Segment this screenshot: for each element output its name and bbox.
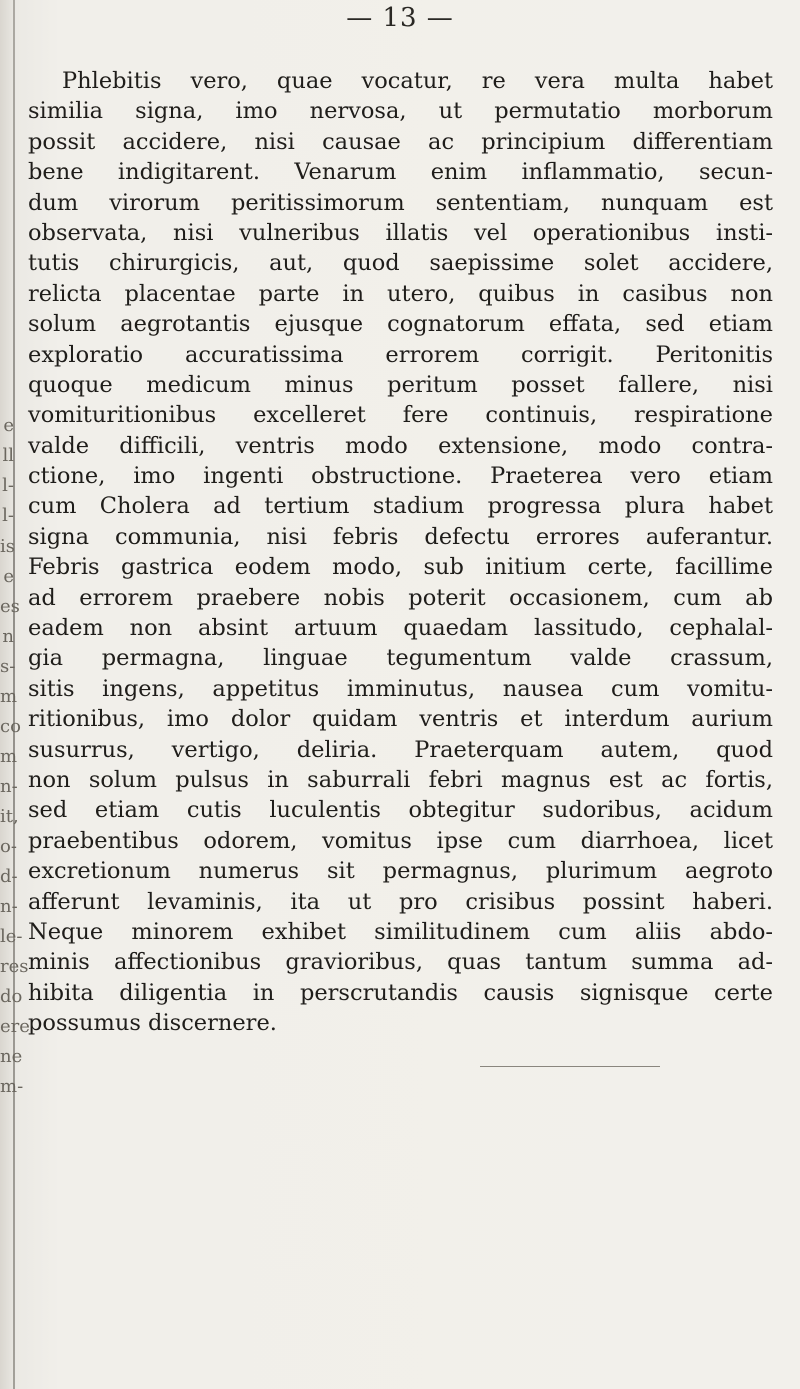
bleed-fragment: e xyxy=(3,415,14,436)
text-line: ctione, imo ingenti obstructione. Praeterea vero etiam xyxy=(28,463,773,490)
bleed-fragment: m xyxy=(0,686,18,707)
text-line: gia permagna, linguae tegumentum valde crassum, xyxy=(28,645,773,672)
text-line: bene indigitarent. Venarum enim inflammatio, secun- xyxy=(28,159,773,186)
text-line: sed etiam cutis luculentis obtegitur sudoribus, acidum xyxy=(28,797,773,824)
text-line: solum aegrotantis ejusque cognatorum effata, sed etiam xyxy=(28,311,773,338)
bleed-fragment: ere xyxy=(0,1016,30,1037)
text-line: excretionum numerus sit permagnus, plurimum aegroto xyxy=(28,858,773,885)
bleed-fragment: o- xyxy=(0,836,17,857)
bleed-fragment: e xyxy=(3,566,14,587)
bleed-fragment: res xyxy=(0,956,29,977)
text-line: susurrus, vertigo, deliria. Praeterquam autem, quod xyxy=(28,736,773,763)
bleed-fragment: s- xyxy=(0,656,16,677)
text-line: eadem non absint artuum quaedam lassitudo, cephalal- xyxy=(28,615,773,642)
text-line: non solum pulsus in saburrali febri magnus est ac fortis, xyxy=(28,766,773,793)
bleed-fragment: l- xyxy=(2,475,14,496)
body-paragraph xyxy=(28,66,773,1039)
text-line: exploratio accuratissima errorem corrigit. Peritonitis xyxy=(28,341,773,368)
bleed-fragment: do xyxy=(0,986,23,1007)
text-line: similia signa, imo nervosa, ut permutatio morborum xyxy=(28,98,773,125)
text-line: possumus discernere. xyxy=(28,1010,277,1037)
bleed-fragment: l- xyxy=(2,505,14,526)
text-line: Febris gastrica eodem modo, sub initium certe, facillime xyxy=(28,554,773,581)
section-end-rule xyxy=(480,1066,660,1067)
bleed-fragment: n xyxy=(2,626,14,647)
text-line: vomituritionibus excelleret fere continuis, respiratione xyxy=(28,402,773,429)
text-line: Phlebitis vero, quae vocatur, re vera multa habet xyxy=(62,68,773,94)
bleed-fragment: es xyxy=(0,596,20,617)
page-number: — 13 — xyxy=(346,3,454,33)
text-line: possit accidere, nisi causae ac principium differentiam xyxy=(28,128,773,155)
text-line: signa communia, nisi febris defectu errores auferantur. xyxy=(28,523,773,550)
text-line: ad errorem praebere nobis poterit occasionem, cum ab xyxy=(28,584,773,611)
text-line: valde difficili, ventris modo extensione, modo contra- xyxy=(28,432,773,459)
text-line: praebentibus odorem, vomitus ipse cum diarrhoea, licet xyxy=(28,827,773,854)
text-line: Neque minorem exhibet similitudinem cum aliis abdo- xyxy=(28,918,773,945)
bleed-fragment: m- xyxy=(0,1076,24,1097)
bleed-fragment: is xyxy=(0,536,15,557)
text-line: afferunt levaminis, ita ut pro crisibus possint haberi. xyxy=(28,888,773,915)
text-line: dum virorum peritissimorum sententiam, nunquam est xyxy=(28,189,773,216)
text-line: ritionibus, imo dolor quidam ventris et interdum aurium xyxy=(28,706,773,733)
text-line: hibita diligentia in perscrutandis causis signisque certe xyxy=(28,979,773,1006)
bleed-fragment: ll xyxy=(2,445,14,466)
text-line: cum Cholera ad tertium stadium progressa plura habet xyxy=(28,493,773,520)
text-line: quoque medicum minus peritum posset fallere, nisi xyxy=(28,371,773,398)
bleed-fragment: co xyxy=(0,716,21,737)
bleed-fragment: it, xyxy=(0,806,19,827)
bleed-fragment: d- xyxy=(0,866,18,887)
text-line: relicta placentae parte in utero, quibus in casibus non xyxy=(28,280,773,307)
text-line: minis affectionibus gravioribus, quas tantum summa ad- xyxy=(28,949,773,976)
bleed-fragment: n- xyxy=(0,896,18,917)
bleed-fragment: le- xyxy=(0,926,23,947)
text-line: tutis chirurgicis, aut, quod saepissime solet accidere, xyxy=(28,250,773,277)
bleed-fragment: m xyxy=(0,746,18,767)
bleed-fragment: n- xyxy=(0,776,18,797)
text-line: sitis ingens, appetitus imminutus, nausea cum vomitu- xyxy=(28,675,773,702)
bleed-fragment: ne xyxy=(0,1046,23,1067)
text-line: observata, nisi vulneribus illatis vel operationibus insti- xyxy=(28,219,773,246)
